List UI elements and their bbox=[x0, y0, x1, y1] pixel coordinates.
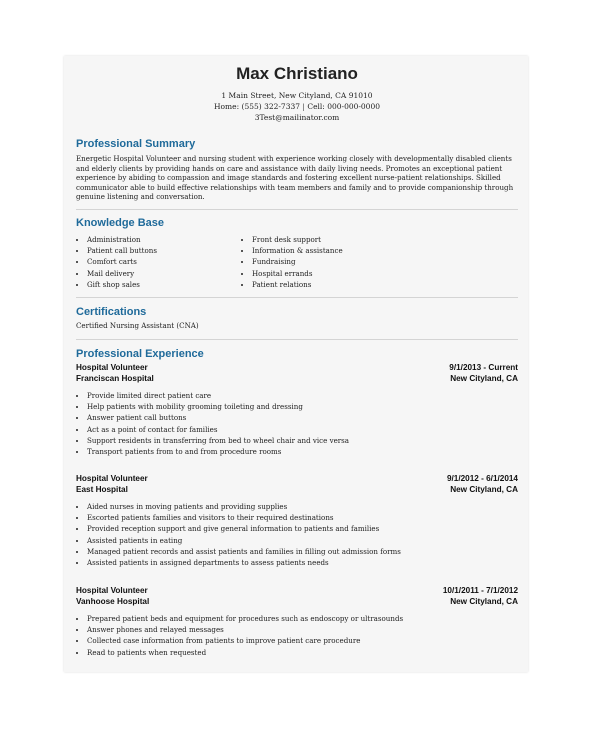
certifications-heading: Certifications bbox=[76, 306, 147, 318]
summary-divider bbox=[76, 209, 518, 210]
list-item: • Assisted patients in assigned departments to assess patients needs bbox=[87, 557, 527, 568]
list-item: • Collected case information from patients to improve patient care procedure bbox=[87, 635, 527, 646]
list-item: • Aided nurses in moving patients and providing supplies bbox=[87, 501, 527, 512]
list-item: • Information & assistance bbox=[252, 245, 452, 256]
job-employer: Vanhoose Hospital bbox=[76, 597, 150, 606]
list-item: • Read to patients when requested bbox=[87, 647, 527, 658]
summary-heading: Professional Summary bbox=[76, 138, 196, 150]
list-item: • Front desk support bbox=[252, 234, 452, 245]
job-location: New Cityland, CA bbox=[450, 374, 518, 383]
job-title: Hospital Volunteer bbox=[76, 586, 148, 595]
list-item: • Patient relations bbox=[252, 279, 452, 290]
list-item: • Hospital errands bbox=[252, 268, 452, 279]
list-item: • Support residents in transferring from bed to wheel chair and vice versa bbox=[87, 435, 527, 446]
job-employer: East Hospital bbox=[76, 485, 128, 494]
job-title: Hospital Volunteer bbox=[76, 474, 148, 483]
knowledge-divider bbox=[76, 297, 518, 298]
list-item: • Prepared patient beds and equipment for procedures such as endoscopy or ultrasounds bbox=[87, 613, 527, 624]
list-item: • Administration bbox=[87, 234, 247, 245]
candidate-name: Max Christiano bbox=[236, 64, 358, 83]
list-item: • Transport patients from to and from procedure rooms bbox=[87, 446, 527, 457]
list-item: • Comfort carts bbox=[87, 256, 247, 267]
phone-separator: | bbox=[302, 102, 308, 111]
phone-line bbox=[76, 102, 518, 111]
job-dates: 9/1/2012 - 6/1/2014 bbox=[446, 474, 518, 483]
job-employer: Franciscan Hospital bbox=[76, 374, 154, 383]
knowledge-heading: Knowledge Base bbox=[76, 217, 165, 229]
certifications-divider bbox=[76, 339, 518, 340]
list-item: • Managed patient records and assist patients and families in filling out admission forms bbox=[87, 546, 527, 557]
job-duties-list bbox=[76, 613, 527, 658]
list-item: • Fundraising bbox=[252, 256, 452, 267]
email-line: 3Test@mailinator.com bbox=[254, 113, 340, 122]
list-item: • Provide limited direct patient care bbox=[87, 390, 527, 401]
job-title: Hospital Volunteer bbox=[76, 363, 148, 372]
job-dates: 10/1/2011 - 7/1/2012 bbox=[442, 586, 518, 595]
list-item: • Answer phones and relayed messages bbox=[87, 624, 527, 635]
job-duties-list bbox=[76, 501, 527, 568]
cell-phone: Cell: 000-000-0000 bbox=[307, 102, 380, 111]
home-phone: Home: (555) 322-7337 bbox=[214, 102, 301, 111]
list-item: • Mail delivery bbox=[87, 268, 247, 279]
list-item: • Act as a point of contact for families bbox=[87, 424, 527, 435]
list-item: • Answer patient call buttons bbox=[87, 412, 527, 423]
list-item: • Gift shop sales bbox=[87, 279, 247, 290]
knowledge-list-left bbox=[76, 234, 247, 290]
job-duties-list bbox=[76, 390, 527, 457]
experience-heading: Professional Experience bbox=[76, 348, 204, 360]
list-item: • Assisted patients in eating bbox=[87, 535, 527, 546]
resume-page bbox=[64, 56, 528, 672]
list-item: • Provided reception support and give general information to patients and families bbox=[87, 523, 527, 534]
knowledge-list-right bbox=[241, 234, 452, 290]
summary-text: Energetic Hospital Volunteer and nursing student with experience working closely with developmentally disabled clients and elderly clients by providing hands on care and assistance with daily living needs. Promotes an exceptional patient experience by abiding to compassion and image standards and fostering excellent nurse-patient relationships. Skilled communicator able to build effective relationships with team members and family and to provide companionship through genuine listening and conversation. bbox=[76, 154, 514, 202]
certification-text: Certified Nursing Assistant (CNA) bbox=[76, 321, 199, 330]
list-item: • Escorted patients families and visitors to their required destinations bbox=[87, 512, 527, 523]
list-item: • Help patients with mobility grooming toileting and dressing bbox=[87, 401, 527, 412]
list-item: • Patient call buttons bbox=[87, 245, 247, 256]
job-dates: 9/1/2013 - Current bbox=[449, 363, 518, 372]
job-location: New Cityland, CA bbox=[450, 485, 518, 494]
job-location: New Cityland, CA bbox=[450, 597, 518, 606]
address-line: 1 Main Street, New Cityland, CA 91010 bbox=[221, 91, 373, 100]
